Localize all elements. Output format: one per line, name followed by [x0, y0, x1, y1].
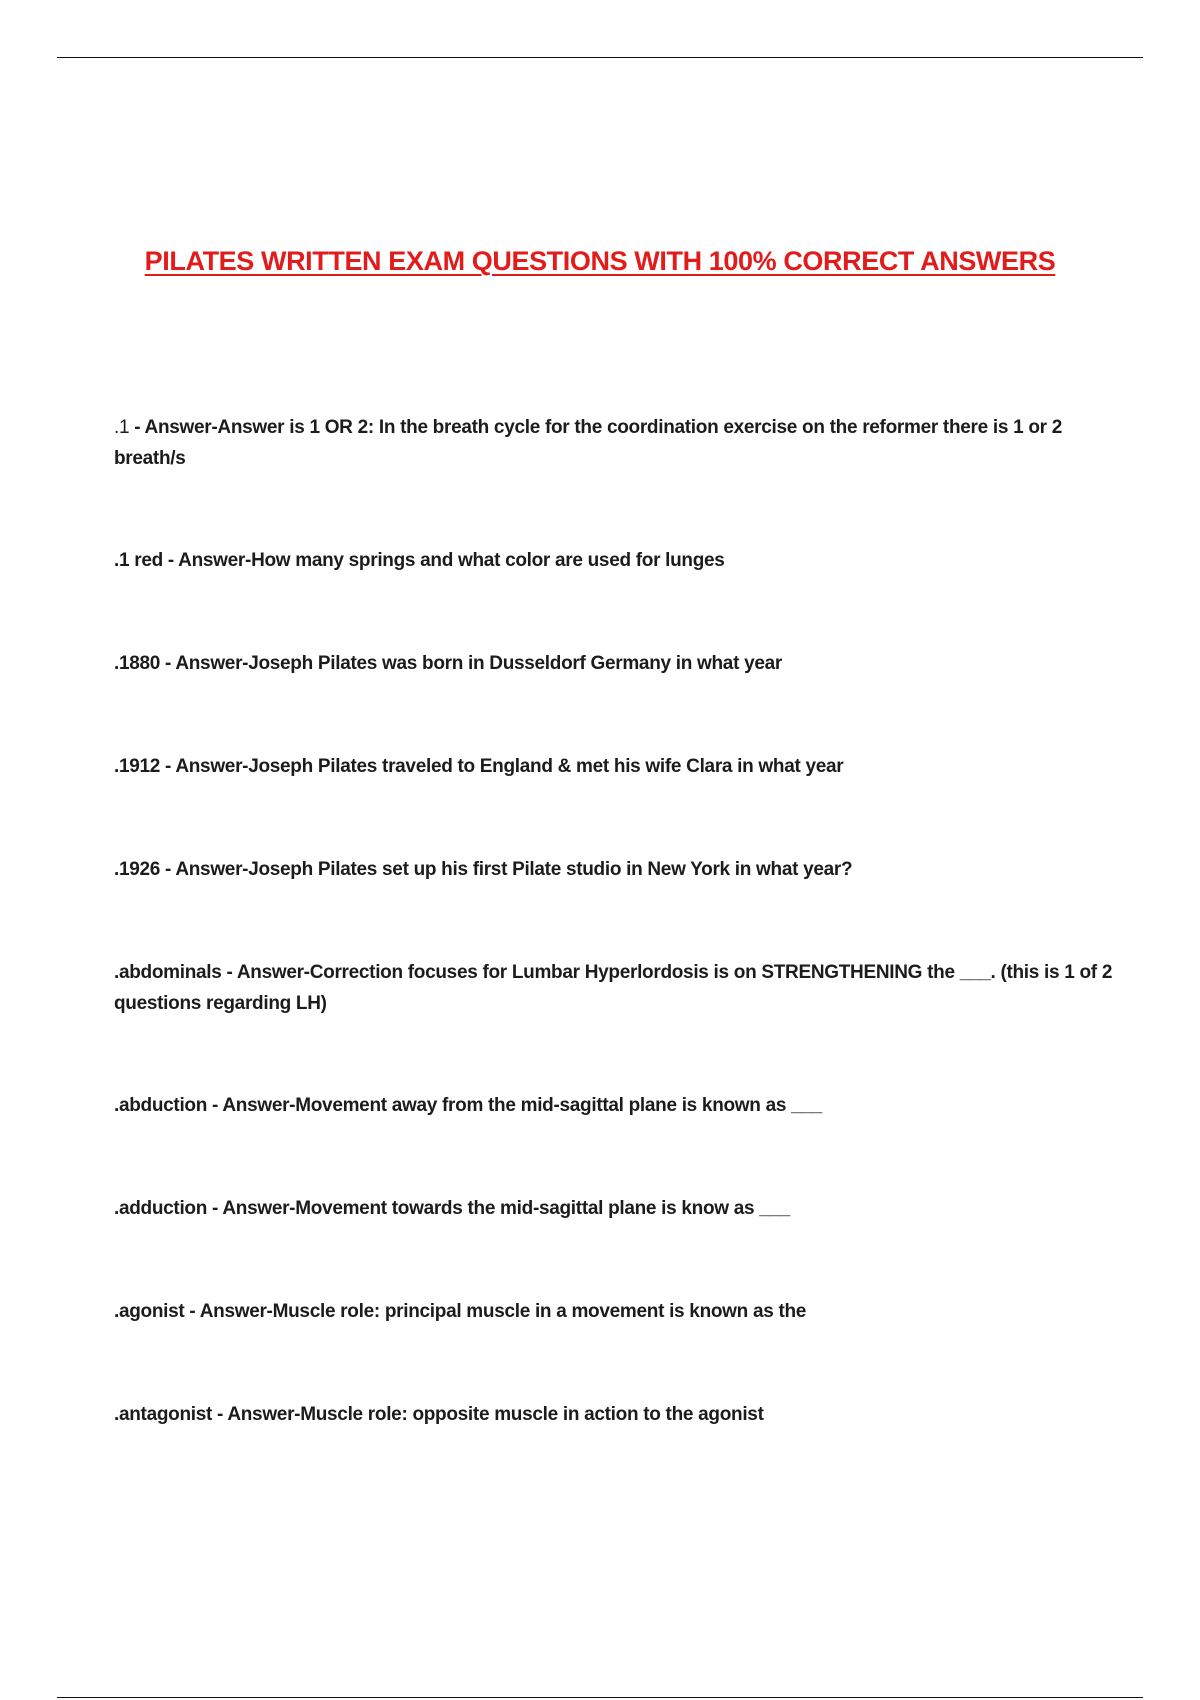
- qa-separator: - Answer-: [207, 1095, 296, 1116]
- qa-answer: .adduction: [114, 1198, 208, 1219]
- qa-question: How many springs and what color are used for lunges: [251, 550, 725, 571]
- qa-item: [114, 1296, 1114, 1327]
- bottom-rule: [57, 1697, 1143, 1698]
- qa-item: [114, 1090, 1114, 1121]
- qa-question: Muscle role: principal muscle in a movement is known as the: [272, 1301, 807, 1322]
- qa-question: Joseph Pilates was born in Dusseldorf Germany in what year: [248, 653, 782, 674]
- qa-answer: .1926: [114, 859, 161, 880]
- qa-item: [114, 751, 1114, 782]
- qa-question: Muscle role: opposite muscle in action to the agonist: [300, 1404, 764, 1425]
- top-rule: [57, 57, 1143, 58]
- qa-answer: .1880: [114, 653, 161, 674]
- qa-answer: .1 red: [114, 550, 163, 571]
- qa-question: Answer is 1 OR 2: In the breath cycle for the coordination exercise on the reformer there is 1 or 2 breath/s: [114, 417, 1062, 469]
- qa-separator: - Answer-: [207, 1198, 296, 1219]
- qa-item: [114, 648, 1114, 679]
- qa-separator: - Answer-: [160, 859, 249, 880]
- qa-answer: .abduction: [114, 1095, 208, 1116]
- qa-question: Movement away from the mid-sagittal plane is known as ___: [295, 1095, 822, 1116]
- qa-answer: .abdominals: [114, 962, 222, 983]
- qa-item: [114, 957, 1114, 1019]
- qa-separator: - Answer-: [160, 756, 249, 777]
- qa-separator: - Answer-: [129, 417, 218, 438]
- qa-question: Correction focuses for Lumbar Hyperlordosis is on STRENGTHENING the ___. (this is 1 of 2 questions regarding LH): [114, 962, 1113, 1014]
- document-title: PILATES WRITTEN EXAM QUESTIONS WITH 100% CORRECT ANSWERS: [144, 246, 1056, 276]
- qa-question: Joseph Pilates traveled to England & met his wife Clara in what year: [248, 756, 844, 777]
- qa-answer: .1912: [114, 756, 161, 777]
- qa-answer: .agonist: [114, 1301, 185, 1322]
- qa-item: [114, 1193, 1114, 1224]
- qa-item: [114, 545, 1114, 576]
- qa-question: Movement towards the mid-sagittal plane is know as ___: [295, 1198, 791, 1219]
- qa-separator: - Answer-: [162, 550, 252, 571]
- qa-separator: - Answer-: [212, 1404, 301, 1425]
- qa-separator: - Answer-: [184, 1301, 273, 1322]
- qa-answer: .antagonist: [114, 1404, 213, 1425]
- qa-item: [114, 412, 1114, 474]
- qa-separator: - Answer-: [160, 653, 249, 674]
- qa-answer: .1: [114, 417, 130, 438]
- qa-item: [114, 854, 1114, 885]
- qa-separator: - Answer-: [221, 962, 310, 983]
- qa-item: [114, 1399, 1114, 1430]
- qa-question: Joseph Pilates set up his first Pilate studio in New York in what year?: [248, 859, 853, 880]
